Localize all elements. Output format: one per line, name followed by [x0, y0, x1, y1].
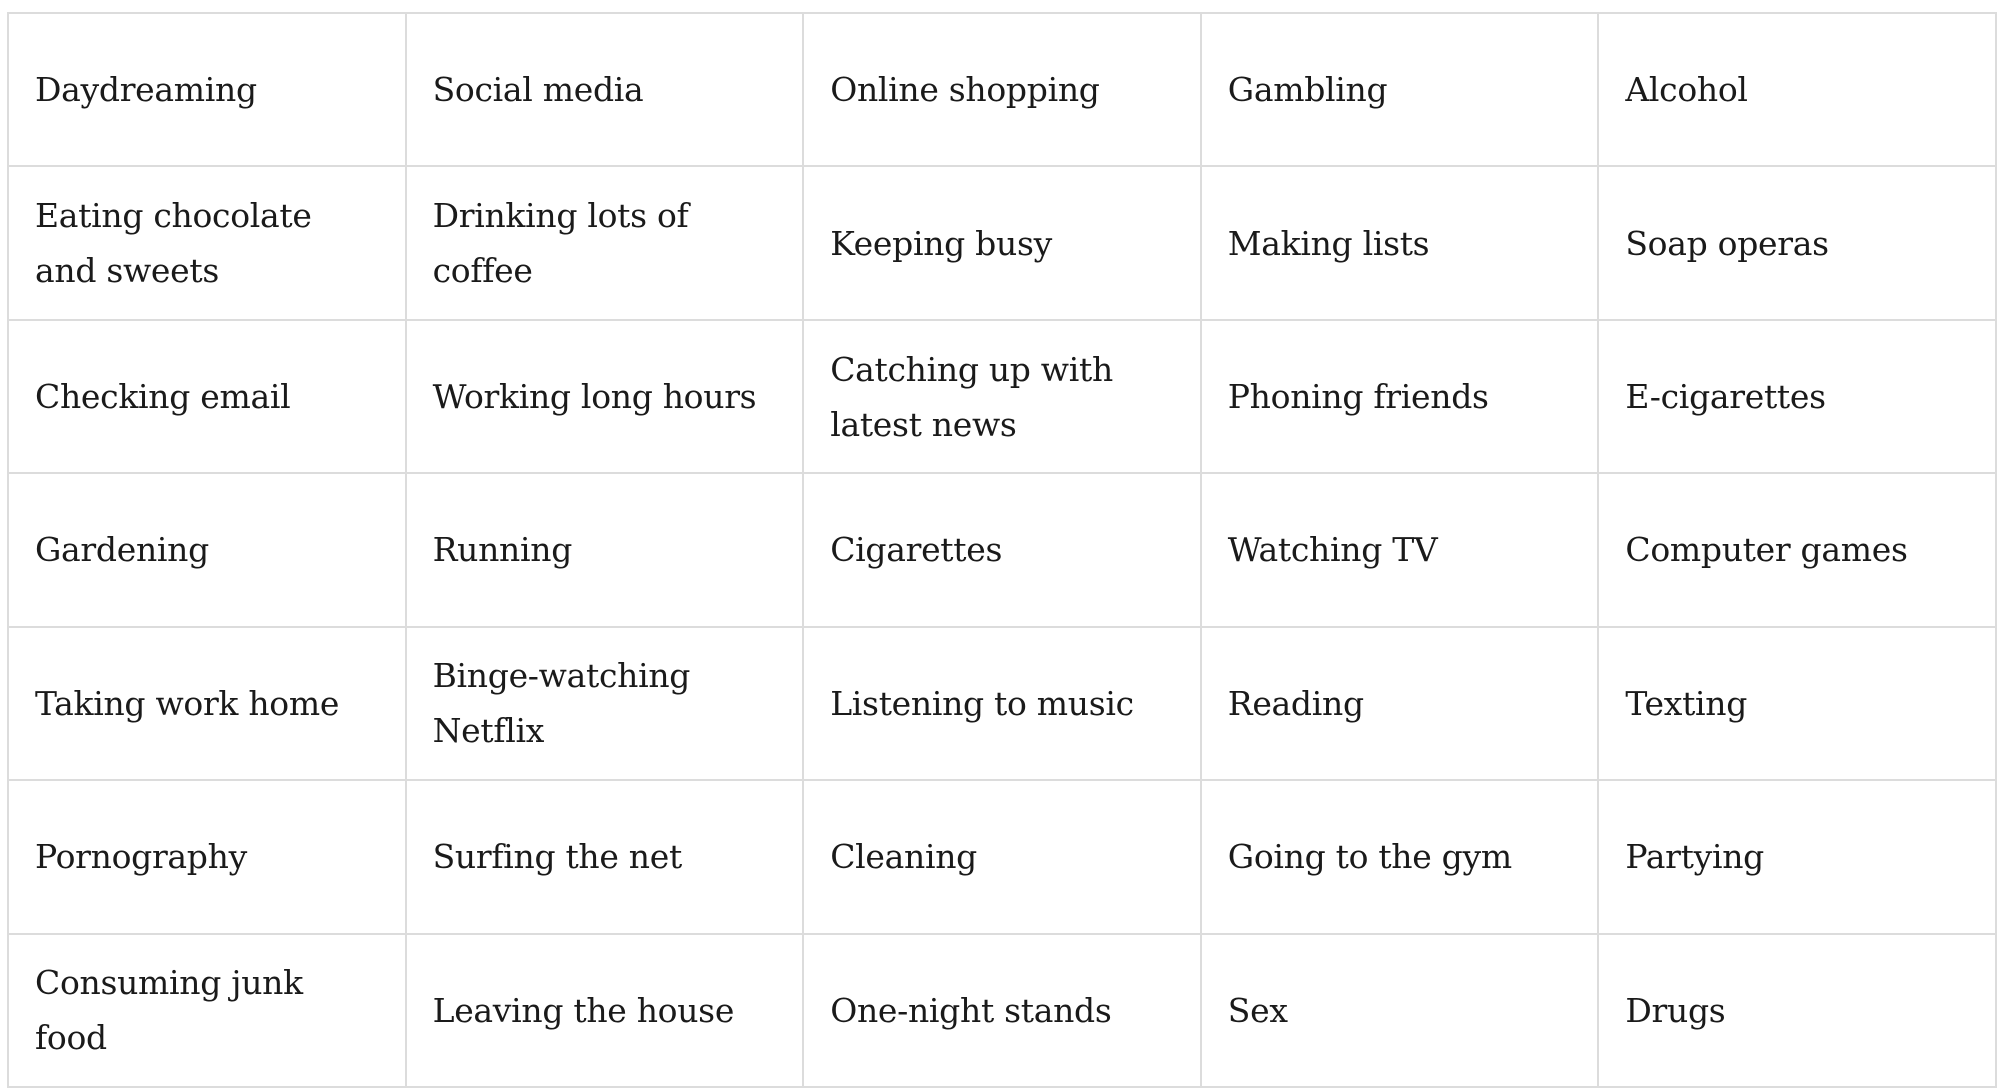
table-row — [8, 934, 1996, 1087]
table-cell: Drinking lots of coffee — [406, 166, 804, 319]
table-cell: One-night stands — [803, 934, 1201, 1087]
table-row — [8, 13, 1996, 166]
table-cell: Reading — [1201, 627, 1599, 780]
table-cell: Running — [406, 473, 804, 626]
table-row — [8, 473, 1996, 626]
activity-grid — [7, 12, 1997, 1088]
table-cell: E-cigarettes — [1598, 320, 1996, 473]
table-cell: Sex — [1201, 934, 1599, 1087]
table-cell: Going to the gym — [1201, 780, 1599, 933]
table-row — [8, 780, 1996, 933]
table-cell: Drugs — [1598, 934, 1996, 1087]
table-cell: Catching up with latest news — [803, 320, 1201, 473]
table-cell: Partying — [1598, 780, 1996, 933]
table-cell: Working long hours — [406, 320, 804, 473]
table-cell: Surfing the net — [406, 780, 804, 933]
table-cell: Computer games — [1598, 473, 1996, 626]
table-cell: Making lists — [1201, 166, 1599, 319]
table-cell: Listening to music — [803, 627, 1201, 780]
table-cell: Social media — [406, 13, 804, 166]
activity-table — [7, 12, 1997, 1088]
table-cell: Eating chocolate and sweets — [8, 166, 406, 319]
table-row — [8, 320, 1996, 473]
table-cell: Cigarettes — [803, 473, 1201, 626]
table-cell: Alcohol — [1598, 13, 1996, 166]
table-cell: Pornography — [8, 780, 406, 933]
table-cell: Texting — [1598, 627, 1996, 780]
table-cell: Online shopping — [803, 13, 1201, 166]
table-cell: Gambling — [1201, 13, 1599, 166]
table-cell: Keeping busy — [803, 166, 1201, 319]
table-cell: Watching TV — [1201, 473, 1599, 626]
table-cell: Taking work home — [8, 627, 406, 780]
table-cell: Cleaning — [803, 780, 1201, 933]
table-cell: Phoning friends — [1201, 320, 1599, 473]
table-cell: Daydreaming — [8, 13, 406, 166]
table-cell: Binge-watching Netflix — [406, 627, 804, 780]
table-cell: Leaving the house — [406, 934, 804, 1087]
table-row — [8, 166, 1996, 319]
table-row — [8, 627, 1996, 780]
table-cell: Checking email — [8, 320, 406, 473]
table-cell: Soap operas — [1598, 166, 1996, 319]
table-cell: Consuming junk food — [8, 934, 406, 1087]
table-cell: Gardening — [8, 473, 406, 626]
